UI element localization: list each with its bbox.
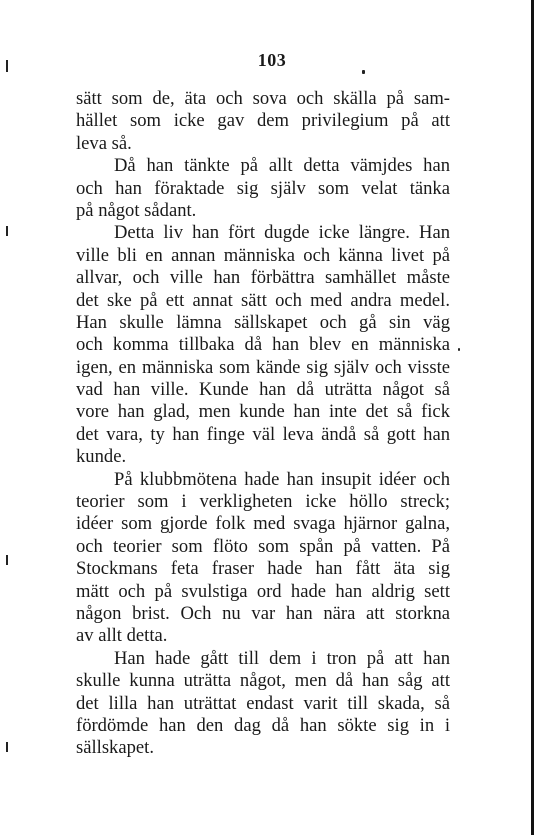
text-line: och teorier som flöto som spån på vatten. På xyxy=(76,535,450,557)
text-line: leva så. xyxy=(76,132,132,154)
text-line: idéer som gjorde folk med svaga hjärnor galna, xyxy=(76,513,450,535)
text-line: skulle kunna uträtta något, men då han såg att xyxy=(76,670,450,692)
text-line: allvar, och ville han förbättra samhället måste xyxy=(76,267,450,289)
text-line: teorier som i verkligheten icke höllo streck; xyxy=(76,491,450,513)
text-line: På klubbmötena hade han insupit idéer och xyxy=(114,468,450,490)
scan-speck xyxy=(458,348,460,351)
text-line: igen, en människa som kände sig själv och visste xyxy=(76,356,450,378)
body-text xyxy=(76,88,450,760)
text-line: på något sådant. xyxy=(76,199,197,221)
text-line: ville bli en annan människa och känna livet på xyxy=(76,244,450,266)
left-margin-mark xyxy=(6,226,8,236)
left-margin-mark xyxy=(6,555,8,565)
text-line: av allt detta. xyxy=(76,625,168,647)
text-line: vore han glad, men kunde han inte det så fick xyxy=(76,401,450,423)
text-line: hället som icke gav dem privilegium på att xyxy=(76,110,450,132)
text-line: Han hade gått till dem i tron på att han xyxy=(114,647,450,669)
text-line: mätt och på svulstiga ord hade han aldrig sett xyxy=(76,580,450,602)
left-margin-mark xyxy=(6,742,8,752)
page-number: 103 xyxy=(257,50,287,70)
text-line: sätt som de, äta och sova och skälla på sam- xyxy=(76,88,450,109)
text-line: Då han tänkte på allt detta vämjdes han xyxy=(114,155,450,177)
text-line: Stockmans feta fraser hade han fått äta sig xyxy=(76,558,450,580)
text-line: och han föraktade sig själv som velat tänka xyxy=(76,177,450,199)
text-line: sällskapet. xyxy=(76,737,154,759)
text-line: det ske på ett annat sätt och med andra medel. xyxy=(76,289,450,311)
text-line: Han skulle lämna sällskapet och gå sin väg xyxy=(76,311,450,333)
text-line: kunde. xyxy=(76,446,127,468)
text-line: vad han ville. Kunde han då uträtta något så xyxy=(76,379,450,401)
text-line: någon brist. Och nu var han nära att storkna xyxy=(76,602,450,624)
text-line: Detta liv han fört dugde icke längre. Han xyxy=(114,222,450,244)
text-line: och komma tillbaka då han blev en människa xyxy=(76,334,450,356)
text-line: fördömde han den dag då han sökte sig in i xyxy=(76,714,450,736)
text-line: det vara, ty han finge väl leva ändå så gott han xyxy=(76,423,450,445)
text-line: det lilla han uträttat endast varit till skada, så xyxy=(76,692,450,714)
page-edge-rule xyxy=(531,0,534,835)
